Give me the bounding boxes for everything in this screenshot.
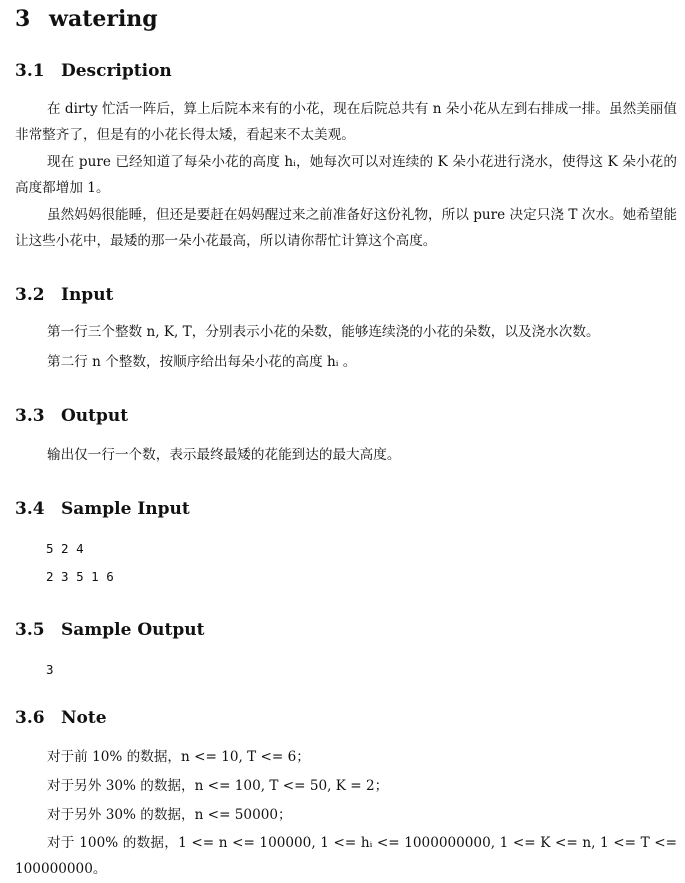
chapter-number: 3 <box>15 6 31 32</box>
section-title: Sample Output <box>61 620 205 640</box>
section-title: Input <box>61 285 114 305</box>
sample-input-line: 5 2 4 <box>46 541 84 556</box>
input-line: 第一行三个整数 n, K, T，分别表示小花的朵数，能够连续浇的小花的朵数，以及浇水次数。 <box>47 324 600 340</box>
section-number: 3.4 <box>15 499 45 519</box>
section-heading-sample-output <box>15 618 204 642</box>
section-number: 3.6 <box>15 708 45 728</box>
section-heading-description <box>15 59 172 83</box>
note-line: 对于另外 30% 的数据，n <= 50000； <box>47 807 292 823</box>
section-number: 3.3 <box>15 406 45 426</box>
section-number: 3.2 <box>15 285 45 305</box>
note-line: 对于另外 30% 的数据，n <= 100, T <= 50, K = 2； <box>47 778 389 794</box>
chapter-heading <box>15 3 158 35</box>
description-paragraph: 现在 pure 已经知道了每朵小花的高度 hᵢ，她每次可以对连续的 K 朵小花进行浇水，使得这 K 朵小花的高度都增加 1。 <box>15 154 677 196</box>
section-title: Sample Input <box>61 499 190 519</box>
section-heading-sample-input <box>15 497 190 521</box>
section-number: 3.1 <box>15 61 45 81</box>
section-title: Note <box>61 708 107 728</box>
sample-input-line: 2 3 5 1 6 <box>46 569 114 584</box>
description-paragraph: 虽然妈妈很能睡，但还是要赶在妈妈醒过来之前准备好这份礼物，所以 pure 决定只浇 T 次水。她希望能让这些小花中，最矮的那一朵小花最高，所以请你帮忙计算这个高度。 <box>15 207 677 249</box>
sample-output-line: 3 <box>46 662 54 677</box>
section-heading-note <box>15 706 107 730</box>
note-line: 对于前 10% 的数据，n <= 10, T <= 6； <box>47 749 310 765</box>
section-title: Description <box>61 61 172 81</box>
note-line: 对于 100% 的数据，1 <= n <= 100000, 1 <= hᵢ <= 1000000000, 1 <= K <= n, 1 <= T <= 100000000。 <box>15 835 677 877</box>
chapter-title: watering <box>49 6 158 32</box>
section-number: 3.5 <box>15 620 45 640</box>
section-title: Output <box>61 406 129 426</box>
input-line: 第二行 n 个整数，按顺序给出每朵小花的高度 hᵢ 。 <box>47 354 357 370</box>
output-line: 输出仅一行一个数，表示最终最矮的花能到达的最大高度。 <box>47 447 401 463</box>
section-heading-input <box>15 283 113 307</box>
description-paragraph: 在 dirty 忙活一阵后，算上后院本来有的小花，现在后院总共有 n 朵小花从左到右排成一排。虽然美丽值非常整齐了，但是有的小花长得太矮，看起来不太美观。 <box>15 101 677 143</box>
section-heading-output <box>15 404 128 428</box>
